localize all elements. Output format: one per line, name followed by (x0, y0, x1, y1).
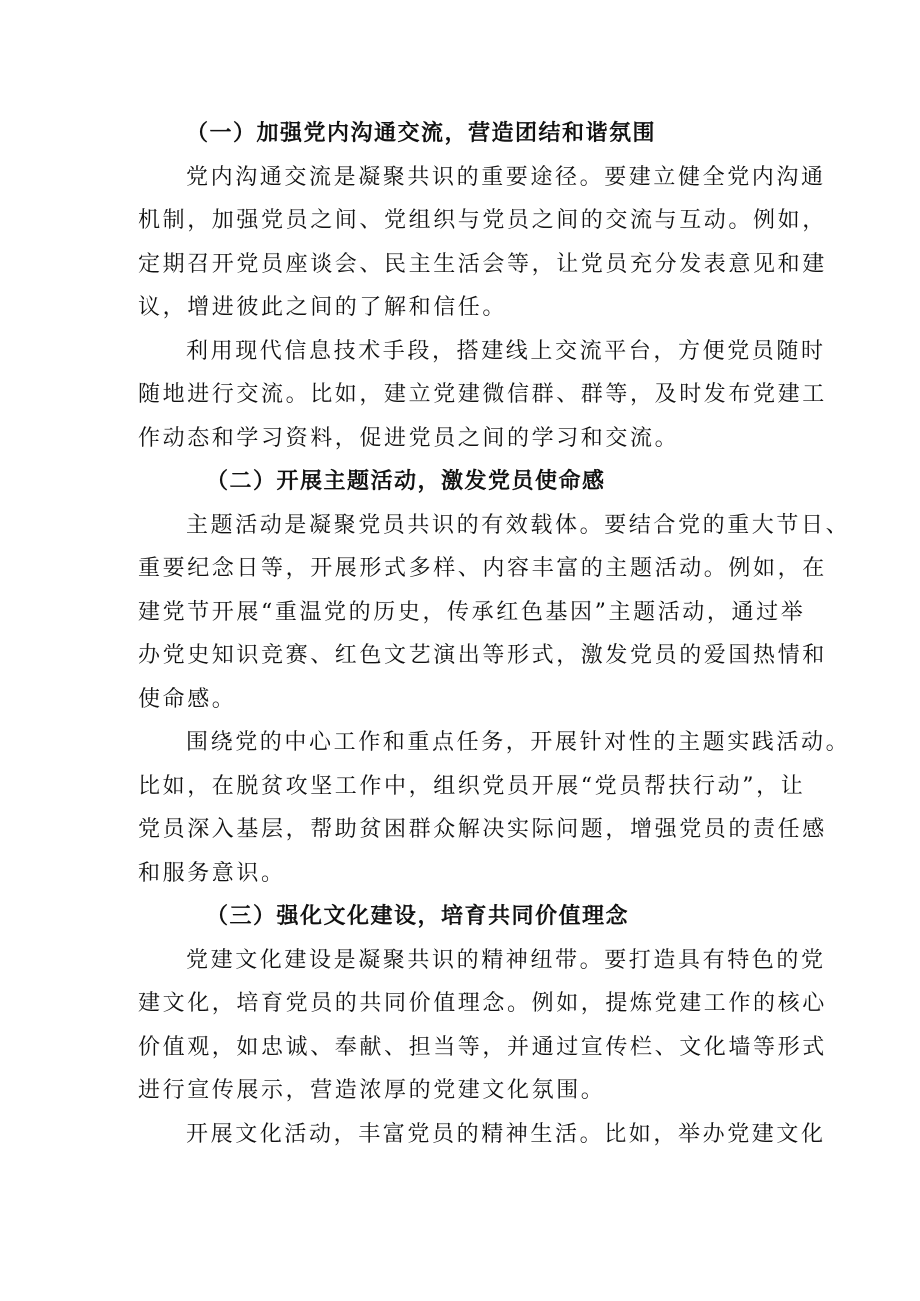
text-line: 和服务意识。 (138, 860, 286, 886)
text-line: 机制，加强党员之间、党组织与党员之间的交流与互动。例如， (138, 208, 827, 233)
paragraph (138, 330, 827, 461)
text-line: 开展文化活动，丰富党员的精神生活。比如，举办党建文化 (186, 1121, 826, 1147)
text-line: 作动态和学习资料，促进党员之间的学习和交流。 (138, 425, 680, 451)
text-line: 建党节开展“重温党的历史，传承红色基因”主题活动，通过举 (138, 599, 806, 625)
section-heading: （二）开展主题活动，激发党员使命感 (206, 469, 606, 494)
text-line: 主题活动是凝聚党员共识的有效载体。要结合党的重大节日、 (186, 512, 851, 538)
text-line: 价值观，如忠诚、奉献、担当等，并通过宣传栏、文化墙等形式 (138, 1034, 827, 1060)
text-line: 随地进行交流。比如，建立党建微信群、群等，及时发布党建工 (138, 382, 827, 407)
text-line: 重要纪念日等，开展形式多样、内容丰富的主题活动。例如，在 (138, 556, 827, 581)
section-heading: （一）加强党内沟通交流，营造团结和谐氛围 (186, 121, 657, 146)
text-line: 使命感。 (138, 686, 237, 712)
text-line: 办党史知识竞赛、红色文艺演出等形式，激发党员的爱国热情和 (138, 643, 827, 668)
text-line: 党内沟通交流是凝聚共识的重要途径。要建立健全党内沟通 (186, 164, 826, 190)
section-heading: （三）强化文化建设，培育共同价值理念 (206, 904, 630, 929)
text-line: 进行宣传展示，营造浓厚的党建文化氛围。 (138, 1078, 606, 1103)
paragraph (138, 156, 827, 330)
text-line: 议，增进彼此之间的了解和信任。 (138, 295, 508, 320)
paragraph (138, 939, 827, 1113)
document-page (138, 112, 851, 1156)
text-line: 比如，在脱贫攻坚工作中，组织党员开展“党员帮扶行动”，让 (138, 773, 806, 799)
text-line: 围绕党的中心工作和重点任务，开展针对性的主题实践活动。 (186, 730, 851, 755)
text-line: 利用现代信息技术手段，搭建线上交流平台，方便党员随时 (186, 338, 826, 364)
paragraph (138, 1113, 826, 1157)
text-line: 定期召开党员座谈会、民主生活会等，让党员充分发表意见和建 (138, 251, 827, 277)
text-line: 党建文化建设是凝聚共识的精神纽带。要打造具有特色的党 (186, 947, 826, 973)
paragraph (138, 721, 851, 895)
text-line: 建文化，培育党员的共同价值理念。例如，提炼党建工作的核心 (138, 991, 827, 1016)
paragraph (138, 504, 851, 722)
text-line: 党员深入基层，帮助贫困群众解决实际问题，增强党员的责任感 (138, 817, 827, 842)
